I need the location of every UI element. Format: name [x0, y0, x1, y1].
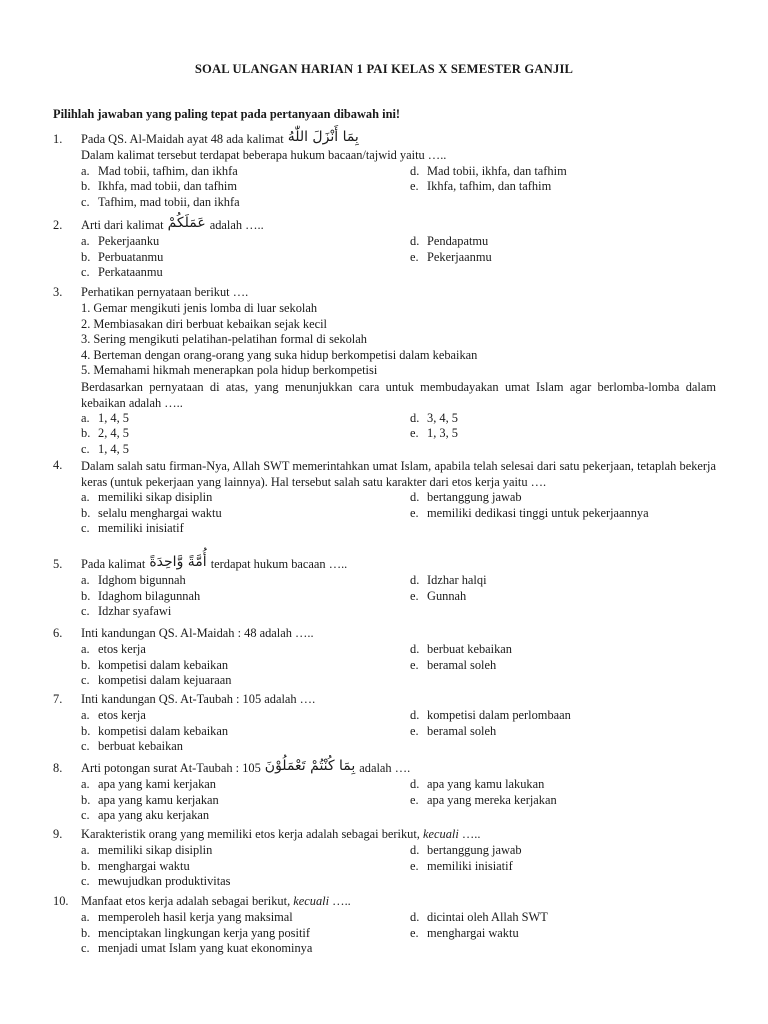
- option-b[interactable]: b. menghargai waktu: [81, 858, 190, 873]
- question-text: Manfaat etos kerja adalah sebagai berikut, kecuali …..: [81, 894, 351, 908]
- option-e[interactable]: e. beramal soleh: [410, 657, 497, 672]
- question-3: [53, 285, 716, 457]
- question-text: Arti dari kalimat عَمَلَكُمْ adalah …..: [81, 215, 264, 232]
- option-b[interactable]: b. kompetisi dalam kebaikan: [81, 723, 229, 738]
- question-number: 5.: [53, 557, 63, 571]
- question-4: [53, 458, 716, 537]
- question-number: 8.: [53, 761, 63, 775]
- option-b[interactable]: b. menciptakan lingkungan kerja yang positif: [81, 925, 310, 940]
- option-d[interactable]: d. berbuat kebaikan: [410, 642, 512, 656]
- option-c[interactable]: c. memiliki inisiatif: [81, 521, 184, 535]
- question-8: [53, 758, 716, 824]
- option-e[interactable]: e. beramal soleh: [410, 723, 497, 738]
- answer-options: [81, 164, 716, 211]
- option-e[interactable]: e. Ikhfa, tafhim, dan tafhim: [410, 179, 552, 193]
- answer-options: [81, 910, 716, 957]
- option-d[interactable]: d. bertanggung jawab: [410, 490, 522, 504]
- question-2: [53, 215, 716, 281]
- option-b[interactable]: b. 2, 4, 5: [81, 426, 129, 440]
- statement-4: 4. Berteman dengan orang-orang yang suka hidup berkompetisi dalam kebaikan: [81, 347, 478, 362]
- question-7: [53, 692, 716, 755]
- question-number: 7.: [53, 692, 63, 706]
- arabic-phrase: أُمَّةً وَّاحِدَةً: [149, 554, 207, 570]
- answer-options: [81, 573, 716, 620]
- option-a[interactable]: a. memiliki sikap disiplin: [81, 490, 213, 504]
- question-text: Pada QS. Al-Maidah ayat 48 ada kalimat بِمَا أَنْزَلَ اللّٰهُ: [81, 129, 359, 146]
- option-a[interactable]: a. Idghom bigunnah: [81, 573, 186, 587]
- exam-title: SOAL ULANGAN HARIAN 1 PAI KELAS X SEMESTER GANJIL: [194, 62, 574, 76]
- statement-1: 1. Gemar mengikuti jenis lomba di luar sekolah: [81, 301, 318, 315]
- option-e[interactable]: e. apa yang mereka kerjakan: [410, 792, 557, 807]
- option-c[interactable]: c. kompetisi dalam kejuaraan: [81, 673, 232, 687]
- option-a[interactable]: a. Mad tobii, tafhim, dan ikhfa: [81, 163, 238, 178]
- option-c[interactable]: c. mewujudkan produktivitas: [81, 874, 231, 888]
- question-10: [53, 894, 716, 957]
- question-number: 6.: [53, 626, 63, 640]
- option-d[interactable]: d. Idzhar halqi: [410, 573, 487, 587]
- option-b[interactable]: b. selalu menghargai waktu: [81, 505, 222, 520]
- option-c[interactable]: c. 1, 4, 5: [81, 441, 129, 456]
- option-e[interactable]: e. Pekerjaanmu: [410, 249, 492, 264]
- option-b[interactable]: b. apa yang kamu kerjakan: [81, 792, 219, 807]
- option-b[interactable]: b. Idaghom bilagunnah: [81, 588, 201, 603]
- option-c[interactable]: c. Tafhim, mad tobii, dan ikhfa: [81, 194, 240, 209]
- question-1: [53, 129, 716, 210]
- option-d[interactable]: d. Mad tobii, ikhfa, dan tafhim: [410, 163, 567, 178]
- option-b[interactable]: b. Ikhfa, mad tobii, dan tafhim: [81, 179, 238, 193]
- option-c[interactable]: c. apa yang aku kerjakan: [81, 808, 210, 822]
- question-text: Karakteristik orang yang memiliki etos kerja adalah sebagai berikut, kecuali …..: [81, 827, 481, 841]
- statement-2: 2. Membiasakan diri berbuat kebaikan sejak kecil: [81, 316, 328, 331]
- question-text: Dalam salah satu firman-Nya, Allah SWT memerintahkan umat Islam, apabila telah selesai dari satu pekerjaan, tetaplah bekerja keras (untuk pekerjaan yang lainnya). Hal tersebut salah satu karakter dari etos kerja yaitu ….: [81, 459, 716, 489]
- question-number: 3.: [53, 285, 63, 299]
- option-c[interactable]: c. Idzhar syafawi: [81, 604, 172, 618]
- question-text: Inti kandungan QS. Al-Maidah : 48 adalah …..: [81, 626, 314, 640]
- arabic-phrase: بِمَا أَنْزَلَ اللّٰهُ: [287, 129, 359, 145]
- option-c[interactable]: c. Perkataanmu: [81, 265, 163, 279]
- option-e[interactable]: e. memiliki dedikasi tinggi untuk pekerjaannya: [410, 505, 649, 520]
- option-e[interactable]: e. 1, 3, 5: [410, 426, 458, 440]
- option-e[interactable]: e. Gunnah: [410, 588, 467, 603]
- answer-options: [81, 843, 716, 890]
- option-a[interactable]: a. apa yang kami kerjakan: [81, 777, 217, 791]
- option-d[interactable]: d. 3, 4, 5: [410, 410, 458, 425]
- question-number: 10.: [53, 894, 69, 908]
- arabic-phrase: عَمَلَكُمْ: [167, 215, 206, 231]
- question-text: Arti potongan surat At-Taubah : 105 بِمَا كُنْتُمْ تَعْمَلُوْنَ adalah ….: [81, 758, 411, 775]
- option-a[interactable]: a. etos kerja: [81, 642, 146, 656]
- answer-options: [81, 234, 716, 281]
- option-e[interactable]: e. memiliki inisiatif: [410, 858, 513, 873]
- answer-options: [81, 642, 716, 689]
- option-b[interactable]: b. Perbuatanmu: [81, 249, 164, 264]
- option-a[interactable]: a. memperoleh hasil kerja yang maksimal: [81, 910, 293, 924]
- question-number: 9.: [53, 827, 63, 841]
- option-c[interactable]: c. menjadi umat Islam yang kuat ekonominya: [81, 941, 313, 955]
- answer-options: [81, 708, 716, 755]
- answer-options: [81, 411, 716, 458]
- answer-options: [81, 777, 716, 824]
- option-b[interactable]: b. kompetisi dalam kebaikan: [81, 657, 229, 672]
- statement-5: 5. Memahami hikmah menerapkan pola hidup berkompetisi: [81, 363, 378, 377]
- option-e[interactable]: e. menghargai waktu: [410, 925, 519, 940]
- question-text: Perhatikan pernyataan berikut ….: [81, 285, 249, 299]
- option-a[interactable]: a. Pekerjaanku: [81, 234, 160, 248]
- option-a[interactable]: a. etos kerja: [81, 708, 146, 722]
- option-d[interactable]: d. apa yang kamu lakukan: [410, 777, 545, 791]
- option-d[interactable]: d. dicintai oleh Allah SWT: [410, 910, 548, 924]
- statement-3: 3. Sering mengikuti pelatihan-pelatihan formal di sekolah: [81, 332, 367, 346]
- option-d[interactable]: d. Pendapatmu: [410, 234, 489, 248]
- question-number: 1.: [53, 132, 63, 146]
- answer-options: [81, 490, 716, 537]
- question-text: Inti kandungan QS. At-Taubah : 105 adalah ….: [81, 692, 316, 706]
- question-subtext: Dalam kalimat tersebut terdapat beberapa hukum bacaan/tajwid yaitu …..: [81, 148, 447, 162]
- option-a[interactable]: a. 1, 4, 5: [81, 410, 129, 425]
- question-number: 4.: [53, 458, 63, 472]
- exam-instruction: Pilihlah jawaban yang paling tepat pada pertanyaan dibawah ini!: [53, 107, 401, 121]
- question-text: Pada kalimat أُمَّةً وَّاحِدَةً terdapat hukum bacaan …..: [81, 554, 348, 571]
- question-6: [53, 626, 716, 689]
- option-d[interactable]: d. kompetisi dalam perlombaan: [410, 708, 571, 722]
- arabic-phrase: بِمَا كُنْتُمْ تَعْمَلُوْنَ: [264, 758, 356, 774]
- question-subtext: Berdasarkan pernyataan di atas, yang menunjukkan cara untuk membudayakan umat Islam agar berlomba-lomba dalam kebaikan adalah …..: [81, 379, 716, 410]
- option-c[interactable]: c. berbuat kebaikan: [81, 739, 183, 753]
- question-number: 2.: [53, 218, 63, 232]
- option-a[interactable]: a. memiliki sikap disiplin: [81, 843, 213, 857]
- question-9: [53, 827, 716, 890]
- option-d[interactable]: d. bertanggung jawab: [410, 843, 522, 857]
- question-5: [53, 554, 716, 620]
